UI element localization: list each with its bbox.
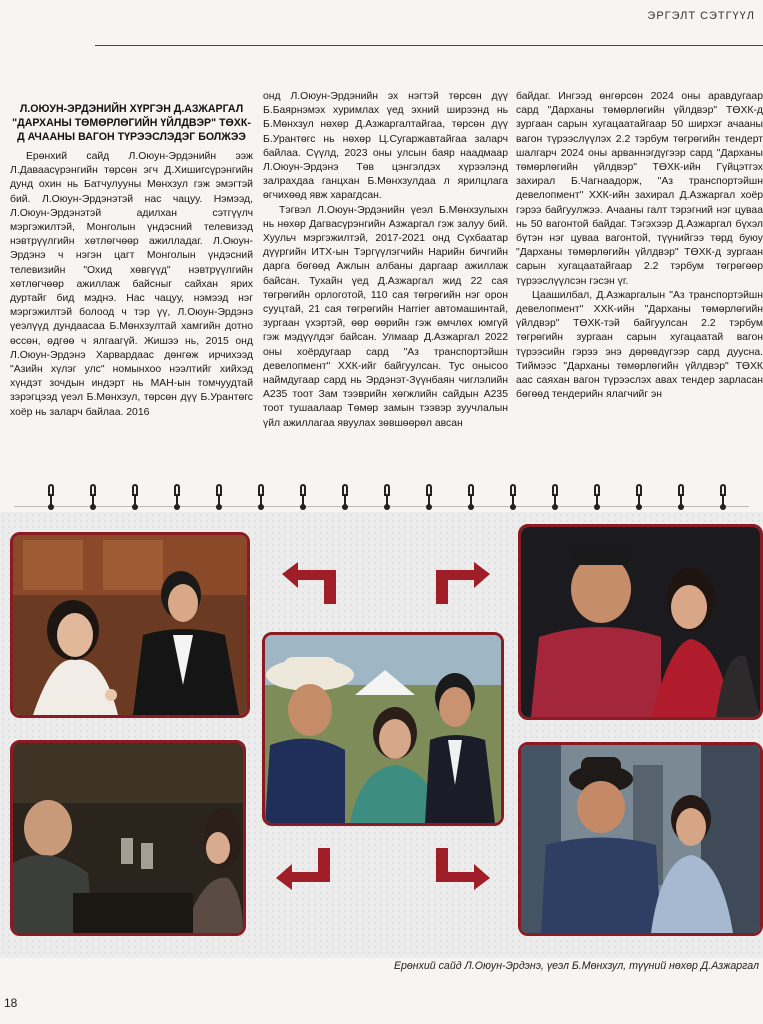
spiral-ring	[132, 484, 138, 512]
article-column-1	[10, 102, 253, 420]
spiral-ring	[426, 484, 432, 512]
couple-photo-city	[518, 742, 763, 936]
paragraph: Тэгвэл Л.Оюун-Эрдэнийн үеэл Б.Мөнхзулыхн нь нөхөр Дагвасүрэнгийн Азжаргал гэж залуу бий. Хуульч мэргэжилтэй, 2017-2021 онд Сүхбаатар дүүргийн ИТХ-ын Тэргүүлэгчийн Нарийн бичгийн дарга бөгөөд Ажлын албаны даргаар ажиллаж байсан. Тухайн үед Д.Азжаргал жид 22 сая төгрөгийн орлоготой, 110 сая төгрөгийн нэг орон сууцтай, 21 сая төгрөгийн Harrier автомашинтай, зургаан үхэртэй, өөр өөрийн гэж өмчлөх юмгүй гэж мэдүүлдэг байсан. Улмаар Д.Азжаргал 2022 оны хоёрдугаар сард "Аз транспортэйшн девелопмент" ХХК-ийг байгуулсан. Тус онысоо наймдугаар сард нь Эрдэнэт-Зүүнбаян чиглэлийн А235 тоот Зам тээврийн хөгжлийн сайдын А235 тоот тушаалаар Төмөр замын тээвэр зуучлалын үйл ажиллагаа явуулах зөвшөөрөл авсан	[263, 204, 508, 429]
arrow-down-left-icon	[272, 846, 332, 892]
spiral-ring	[720, 484, 726, 512]
spiral-ring	[510, 484, 516, 512]
spiral-ring	[216, 484, 222, 512]
spiral-ring	[48, 484, 54, 512]
spiral-ring	[90, 484, 96, 512]
spiral-ring	[174, 484, 180, 512]
spiral-ring	[678, 484, 684, 512]
couple-photo-city-image	[521, 745, 760, 933]
paragraph: Ерөнхий сайд Л.Оюун-Эрдэнийн ээж Л.Даваасүрэнгийн төрсөн эгч Д.Хишигсүрэнгийн дунд охин нь Батчулууны Мөнхзул гэж эмэгтэй бий. Л.Оюун-Эрдэнэтэй нас чацуу. Нэмээд, Л.Оюун-Эрдэнэтэй адилхан сэтгүүлч мэргэжилтэй, Монголын үндэсний телевизэд нэвтрүүлгийн хөтлөгчөөр ажилладаг. Л.Оюун-Эрдэнэ ч нэгэн цагт Монголын үндэсний телевизийн "Охид хөвгүүд" нэвтрүүлгийн хөтлөгчөөр ажиллаж байсныг сайхан ярих дуртайг бид мэднэ. Нас чацуу, нэмээд нэг мэргэжилтэй болоод ч тэр үү, Л.Оюун-Эрдэнэ үеэлүүд дундаасаа Б.Мөнхзултай хамгийн дотно өссөн, өдгөө ч ялгаагүй. Жишээ нь, 2015 онд Л.Оюун-Эрдэнэ Харвардаас дөнгөж ирчихээд "Азийн хүлэг улс" номынхоо нээлтийг хийхэд хүндэт зочдын индэрт нь МАН-ын томчуудтай зэрэгцээд үеэл Б.Мөнхзул, төрсөн дүү Б.Урантөгс хоёр нь заларч байлаа. 2016	[10, 151, 253, 418]
group-photo-image	[265, 635, 501, 823]
article-column-2	[263, 90, 508, 431]
spiral-ring	[300, 484, 306, 512]
page-number: 18	[4, 996, 18, 1010]
paragraph: байдаг. Ингээд өнгөрсөн 2024 оны аравдугаар сард "Дарханы төмөрлөгийн үйлдвэр" ТӨХК-д зургаан сарын хугацаатайгаар 50 ширхэг ачааны вагон түрээслүүлэх 2.2 тэрбум төгрөгийн тендерт шалгарч 2024 оны арваннэгдүгээр сард "Дарханы төмөрлөгийн үйлдвэр" ТӨХК-ийн Гүйцэтгэх захирал Б.Чагнаадорж, "Аз транспортэйшн девелопмент" ХХК-ийн захирал Д.Азжаргал хоёр гэрээ байгуулжээ. Ачааны галт тэрэгний нэг цуваа нь 50 вагонтой байдаг. Тэгэхээр Д.Азжаргал бүхэл бүтэн нэг цуваа вагонтой, түүнийгээ төрд буюу "Дарханы төмөрлөгийн үйлдвэр" ТӨХК-д зургаан сарын хугацаатайгаар 2.2 тэрбум төгрөгөөр түрээслүүлсэн гэсэн үг.	[516, 91, 763, 287]
spiral-ring	[636, 484, 642, 512]
arrow-up-left-icon	[278, 560, 338, 606]
spiral-ring	[342, 484, 348, 512]
couple-photo-red-image	[521, 527, 760, 717]
spiral-ring	[468, 484, 474, 512]
spiral-ring	[594, 484, 600, 512]
photo-collage	[0, 512, 763, 958]
arrow-up-right-icon	[434, 560, 494, 606]
spiral-binding	[18, 484, 745, 518]
spiral-ring	[258, 484, 264, 512]
spiral-ring	[384, 484, 390, 512]
wedding-photo-image	[13, 535, 247, 715]
arrow-down-right-icon	[434, 846, 494, 892]
dinner-photo	[10, 740, 246, 936]
photo-caption: Ерөнхий сайд Л.Оюун-Эрдэнэ, үеэл Б.Мөнхзул, түүний нөхөр Д.Азжаргал	[393, 960, 759, 972]
wedding-photo	[10, 532, 250, 718]
group-photo	[262, 632, 504, 826]
article-headline: Л.ОЮУН-ЭРДЭНИЙН ХҮРГЭН Д.АЗЖАРГАЛ "ДАРХАНЫ ТӨМӨРЛӨГИЙН ҮЙЛДВЭР" ТӨХК-Д АЧААНЫ ВАГОН ТҮРЭЭСЛЭДЭГ БОЛЖЭЭ	[12, 103, 251, 143]
paragraph: онд Л.Оюун-Эрдэнийн эх нэгтэй төрсөн дүү Б.Баярнэмэх хуримлах үед эхний ширээнд нь Б.Мөнхзул нөхөр Д.Азжаргалтайгаа, төрсөн дүү Б.Урантөгс нь нөхөр Ц.Сугаржавтайгаа заларч байлаа. Сүүлд, 2023 оны улсын баяр наадмаар Л.Оюун-Эрдэнэ Төв цэнгэлдэх хүрээлэнд залрахдаа ганцхан Б.Мөнхзулдаа л ярилцлага өгчихөөд явж харагдсан.	[263, 91, 508, 202]
spiral-ring	[552, 484, 558, 512]
couple-photo-red	[518, 524, 763, 720]
header-rule	[95, 45, 763, 46]
paragraph: Цаашилбал, Д.Азжаргалын "Аз транспортэйшн девелопмент" ХХК-ийн "Дарханы төмөрлөгийн үйлдвэр" ТӨХК-тэй байгуулсан 2.2 тэрбум төгрөгийн зургаан сарын хугацаатай вагон түрээсийн гэрээ энэ дөрөвдүгээр сард дуусна. Тиймээс "Дарханы төмөрлөгийн үйлдвэр" ТӨХК аас саяхан вагон түрээслэх авах тендер зарласан бөгөөд тендерийн ялагчийг эн	[516, 289, 763, 401]
section-title: ЭРГЭЛТ СЭТГҮҮЛ	[647, 10, 755, 22]
article-column-3	[516, 90, 763, 402]
dinner-photo-image	[13, 743, 243, 933]
